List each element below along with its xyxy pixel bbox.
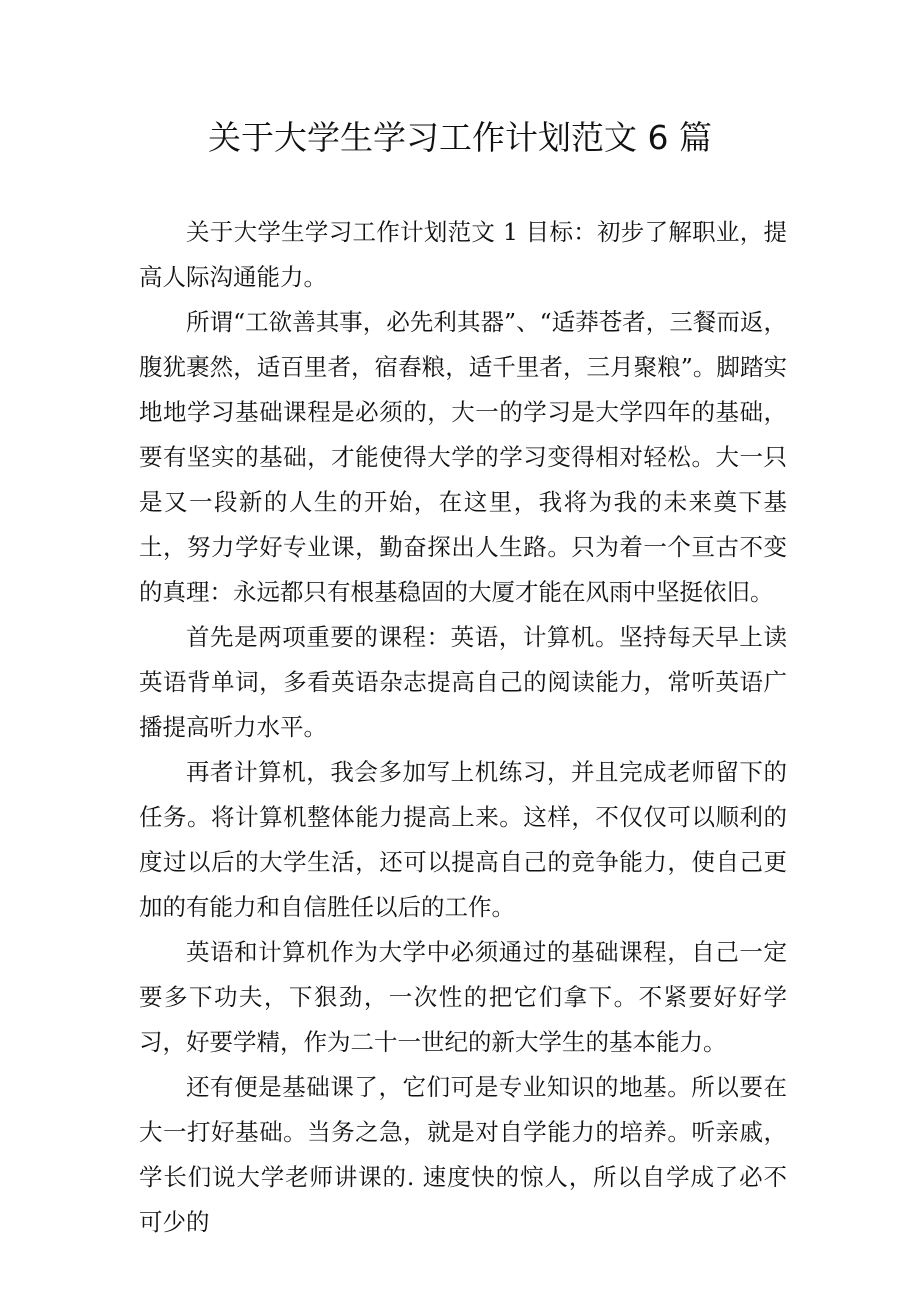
paragraph-english-computer: 首先是两项重要的课程：英语，计算机。坚持每天早上读英语背单词，多看英语杂志提高自己的阅读能力，常听英语广播提高听力水平。 [139,623,787,741]
paragraph-foundation: 所谓“工欲善其事，必先利其器”、“适莽苍者，三餐而返，腹犹裹然，适百里者，宿舂粮，适千里者，三月聚粮”。脚踏实地地学习基础课程是必须的，大一的学习是大学四年的基础，要有坚实的基础，才能使得大学的学习变得相对轻松。大一只是又一段新的人生的开始，在这里，我将为我的未来奠下基土，努力学好专业课，勤奋探出人生路。只为着一个亘古不变的真理：永远都只有根基稳固的大厦才能在风雨中坚挺依旧。 [139,308,787,606]
document-title: 关于大学生学习工作计划范文 6 篇 [208,118,712,157]
paragraph-basic-courses: 英语和计算机作为大学中必须通过的基础课程，自己一定要多下功夫，下狠劲，一次性的把它们拿下。不紧要好好学习，好要学精，作为二十一世纪的新大学生的基本能力。 [139,938,787,1056]
document-body [139,210,787,1245]
paragraph-self-study: 还有便是基础课了，它们可是专业知识的地基。所以要在大一打好基础。当务之急，就是对自学能力的培养。听亲戚，学长们说大学老师讲课的. 速度快的惊人，所以自学成了必不可少的 [139,1073,787,1236]
paragraph-goal: 关于大学生学习工作计划范文 1 目标：初步了解职业，提高人际沟通能力。 [139,218,787,291]
paragraph-computer: 再者计算机，我会多加写上机练习，并且完成老师留下的任务。将计算机整体能力提高上来。这样，不仅仅可以顺利的度过以后的大学生活，还可以提高自己的竞争能力，使自己更加的有能力和自信胜任以后的工作。 [139,758,787,921]
